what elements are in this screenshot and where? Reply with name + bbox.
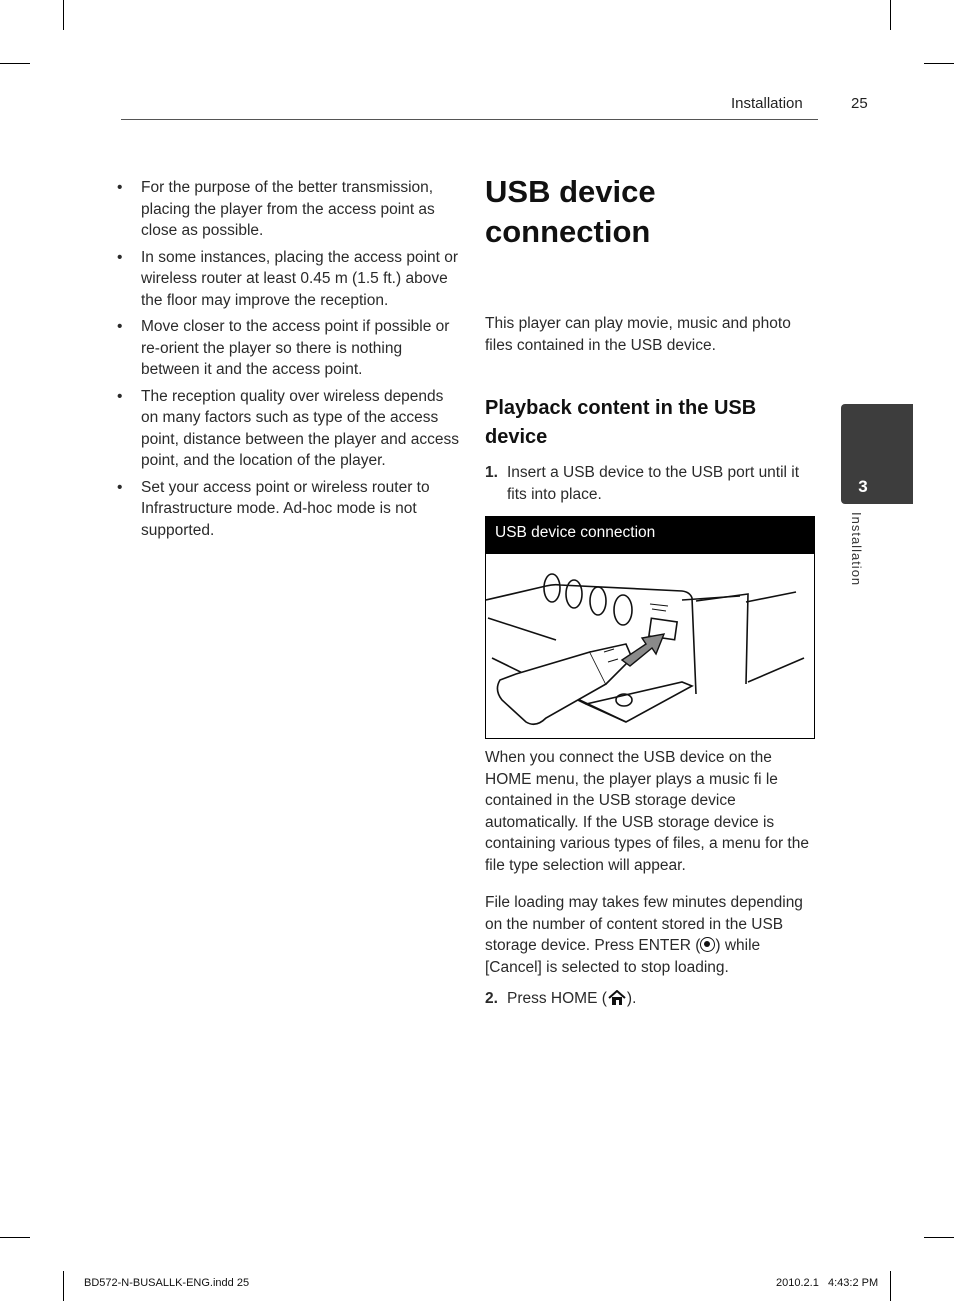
crop-mark xyxy=(0,1237,30,1238)
loading-paragraph xyxy=(485,892,817,978)
footer-filename: BD572-N-BUSALLK-ENG.indd 25 xyxy=(84,1277,250,1289)
enter-button-icon xyxy=(700,937,715,952)
bullet-item xyxy=(115,177,460,242)
bullet-text: The reception quality over wireless depends on many factors such as type of the access point, distance between the player and access point, and the location of the player. xyxy=(141,387,459,469)
bullet-marker: • xyxy=(117,478,123,496)
figure-title: USB device connection xyxy=(486,517,814,554)
page-number: 25 xyxy=(851,95,868,112)
bullet-text: In some instances, placing the access point or wireless router at least 0.45 m (1.5 ft.) above the floor may improve the reception. xyxy=(141,248,459,309)
crop-mark xyxy=(924,63,954,64)
home-icon xyxy=(607,990,627,1006)
bullet-item xyxy=(115,386,460,472)
bullet-item xyxy=(115,477,460,542)
subheading: Playback content in the USB device xyxy=(485,397,757,448)
bullet-item xyxy=(115,316,460,381)
section-title-line1: USB device xyxy=(485,174,656,209)
crop-mark xyxy=(63,1271,64,1301)
step2-text-b: ). xyxy=(626,990,637,1007)
loading-text-a: File loading may takes few minutes depending on the number of content stored in the USB storage device. Press ENTER ( xyxy=(485,894,803,954)
autoplay-paragraph: When you connect the USB device on the HOME menu, the player plays a music fi le contained in the USB storage device automatically. If the USB storage device is containing various types of files, a menu for the file type selection will appear. xyxy=(485,749,809,874)
bullet-marker: • xyxy=(117,248,123,266)
crop-mark xyxy=(924,1237,954,1238)
crop-mark xyxy=(890,1271,891,1301)
usb-section xyxy=(485,172,817,503)
crop-mark xyxy=(63,0,64,30)
step-number: 2. xyxy=(485,990,498,1007)
chapter-number: 3 xyxy=(858,477,868,496)
bullet-marker: • xyxy=(117,179,123,196)
chapter-label: Installation xyxy=(849,512,864,587)
bullet-item xyxy=(115,247,460,312)
usb-connection-figure xyxy=(485,516,815,739)
bullet-text: For the purpose of the better transmission, placing the player from the access point as close as possible. xyxy=(141,179,435,239)
intro-paragraph: This player can play movie, music and photo files contained in the USB device. xyxy=(485,315,791,354)
section-title xyxy=(485,172,817,252)
step-text xyxy=(485,988,817,1010)
running-header-section: Installation xyxy=(731,95,803,112)
loading-text-b: ) while [Cancel] is selected to stop loading. xyxy=(485,937,761,976)
footer-timestamp: 2010.2.1 4:43:2 PM xyxy=(776,1277,879,1289)
usb-insertion-illustration xyxy=(486,554,813,737)
bullet-text: Move closer to the access point if possible or re-orient the player so there is nothing between it and the access point. xyxy=(141,318,450,378)
header-rule xyxy=(121,119,818,120)
section-title-line2: connection xyxy=(485,214,651,249)
step-text: Insert a USB device to the USB port until it fits into place. xyxy=(507,464,800,503)
crop-mark xyxy=(0,63,30,64)
bullet-marker: • xyxy=(117,387,123,405)
step-2 xyxy=(485,988,817,1010)
step-number: 1. xyxy=(485,464,498,481)
crop-mark xyxy=(890,0,891,30)
tips-bullet-list xyxy=(115,177,460,546)
bullet-text: Set your access point or wireless router to Infrastructure mode. Ad-hoc mode is not supported. xyxy=(141,478,430,539)
step2-text-a: Press HOME ( xyxy=(507,990,607,1007)
step-1 xyxy=(485,462,817,505)
bullet-marker: • xyxy=(117,318,123,335)
